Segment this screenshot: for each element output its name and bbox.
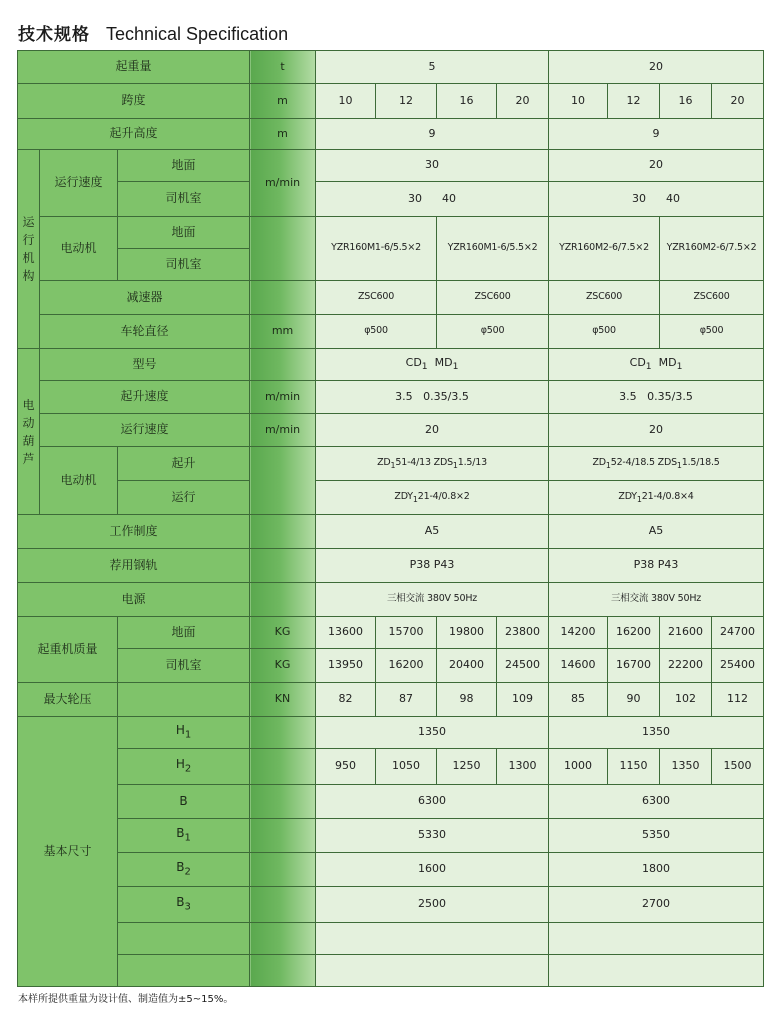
value-H2: 1150 [608, 749, 660, 785]
label-capacity: 起重量 [18, 51, 250, 84]
unit-reducer-blank [250, 281, 316, 315]
label-motor: 电动机 [40, 217, 118, 281]
unit-wheel: mm [250, 315, 316, 349]
label-max-wheel-load: 最大轮压 [18, 683, 118, 717]
value-wheel-load: 98 [437, 683, 497, 717]
row-lift-height [18, 119, 764, 150]
unit-capacity: t [250, 51, 316, 84]
label-mass-cabin: 司机室 [118, 649, 250, 683]
row-blank-2 [18, 955, 764, 987]
value-lift-height-2: 9 [549, 119, 764, 150]
label-duty: 工作制度 [18, 515, 250, 549]
value-span: 16 [660, 84, 712, 119]
label-power: 电源 [18, 583, 250, 617]
row-H2 [18, 749, 764, 785]
value-model-2: $CD_1$ $MD_1$ [549, 349, 764, 381]
unit-lift-height: m [250, 119, 316, 150]
value-wheel: φ500 [660, 315, 764, 349]
value-capacity-2: 20 [549, 51, 764, 84]
row-hoist-travel-speed [18, 414, 764, 447]
row-span [18, 84, 764, 119]
unit-blank [250, 955, 316, 987]
unit-hoist-speed: m/min [250, 381, 316, 414]
value-H2: 1050 [376, 749, 437, 785]
label-wheel-load-blank [118, 683, 250, 717]
value-mass: 16200 [608, 617, 660, 649]
label-H2: $H_2$ [118, 749, 250, 785]
row-hoist-motor-lift [18, 447, 764, 481]
value-motor: YZR160M2-6/7.5×2 [549, 217, 660, 281]
value-lift-height-1: 9 [316, 119, 549, 150]
value-duty-1: A5 [316, 515, 549, 549]
value-reducer: ZSC600 [437, 281, 549, 315]
row-max-wheel-load [18, 683, 764, 717]
unit-wheel-load: KN [250, 683, 316, 717]
unit-H1-blank [250, 717, 316, 749]
value-wheel-load: 112 [712, 683, 764, 717]
label-hoist-speed: 起升速度 [40, 381, 250, 414]
unit-B3-blank [250, 887, 316, 923]
value-wheel: φ500 [437, 315, 549, 349]
value-motor: YZR160M1-6/5.5×2 [437, 217, 549, 281]
label-wheel-diameter: 车轮直径 [40, 315, 250, 349]
row-B2 [18, 853, 764, 887]
row-reducer [18, 281, 764, 315]
label-blank [118, 955, 250, 987]
row-mass-ground [18, 617, 764, 649]
value-H2: 950 [316, 749, 376, 785]
value-blank [549, 923, 764, 955]
value-hoist-travel-motor-2: $ZDY_121-4/0.8\times 4$ [549, 481, 764, 515]
title-english: Technical Specification [106, 24, 289, 44]
label-cabin: 司机室 [118, 182, 250, 217]
label-span: 跨度 [18, 84, 250, 119]
value-hoist-travel-1: 20 [316, 414, 549, 447]
label-lift: 起升 [118, 447, 250, 481]
label-electric-hoist: 电动葫芦 [18, 349, 40, 515]
unit-mass-cabin: KG [250, 649, 316, 683]
unit-hoist-travel: m/min [250, 414, 316, 447]
value-span: 12 [376, 84, 437, 119]
value-reducer: ZSC600 [549, 281, 660, 315]
value-span: 10 [549, 84, 608, 119]
label-basic-dims: 基本尺寸 [18, 717, 118, 987]
row-travel-speed-ground [18, 150, 764, 182]
value-mass: 14600 [549, 649, 608, 683]
value-B2-1: 1600 [316, 853, 549, 887]
label-B: B [118, 785, 250, 819]
value-span: 12 [608, 84, 660, 119]
value-reducer: ZSC600 [316, 281, 437, 315]
value-mass: 14200 [549, 617, 608, 649]
value-mass: 22200 [660, 649, 712, 683]
value-span: 10 [316, 84, 376, 119]
label-B3: $B_3$ [118, 887, 250, 923]
value-span: 20 [712, 84, 764, 119]
row-wheel-diameter [18, 315, 764, 349]
label-hoist-motor: 电动机 [40, 447, 118, 515]
value-H1-2: 1350 [549, 717, 764, 749]
unit-H2-blank [250, 749, 316, 785]
value-power-2: 三相交流 380V 50Hz [549, 583, 764, 617]
value-H1-1: 1350 [316, 717, 549, 749]
label-travel-speed: 运行速度 [40, 150, 118, 217]
row-B [18, 785, 764, 819]
unit-mass-ground: KG [250, 617, 316, 649]
label-travel-mechanism: 运行机构 [18, 150, 40, 349]
value-model-1: $CD_1$ $MD_1$ [316, 349, 549, 381]
label-rail: 荐用钢轨 [18, 549, 250, 583]
label-B1: $B_1$ [118, 819, 250, 853]
value-travel-ground-2: 20 [549, 150, 764, 182]
unit-span: m [250, 84, 316, 119]
value-capacity-1: 5 [316, 51, 549, 84]
page-title [18, 20, 288, 44]
title-chinese: 技术规格 [18, 25, 90, 45]
value-travel-cabin-1: 30 40 [316, 182, 549, 217]
value-mass: 16200 [376, 649, 437, 683]
label-travel: 运行 [118, 481, 250, 515]
label-motor-ground: 地面 [118, 217, 250, 249]
unit-power-blank [250, 583, 316, 617]
row-rail [18, 549, 764, 583]
row-motor-ground [18, 217, 764, 249]
label-crane-mass: 起重机质量 [18, 617, 118, 683]
value-blank [316, 955, 549, 987]
spec-table [17, 50, 764, 987]
label-motor-cabin: 司机室 [118, 249, 250, 281]
value-travel-cabin-2: 30 40 [549, 182, 764, 217]
label-mass-ground: 地面 [118, 617, 250, 649]
value-B-1: 6300 [316, 785, 549, 819]
value-rail-1: P38 P43 [316, 549, 549, 583]
value-motor: YZR160M2-6/7.5×2 [660, 217, 764, 281]
value-mass: 24500 [497, 649, 549, 683]
label-model: 型号 [40, 349, 250, 381]
label-ground: 地面 [118, 150, 250, 182]
label-hoist-travel-speed: 运行速度 [40, 414, 250, 447]
value-wheel-load: 102 [660, 683, 712, 717]
value-travel-ground-1: 30 [316, 150, 549, 182]
value-wheel-load: 82 [316, 683, 376, 717]
value-power-1: 三相交流 380V 50Hz [316, 583, 549, 617]
row-B3 [18, 887, 764, 923]
value-motor: YZR160M1-6/5.5×2 [316, 217, 437, 281]
value-H2: 1350 [660, 749, 712, 785]
row-mass-cabin [18, 649, 764, 683]
value-hoist-lift-motor-2: $ZD_152-4/18.5$ $ZDS_11.5/18.5$ [549, 447, 764, 481]
value-H2: 1250 [437, 749, 497, 785]
row-capacity [18, 51, 764, 84]
value-hoist-travel-2: 20 [549, 414, 764, 447]
value-span: 16 [437, 84, 497, 119]
label-reducer: 减速器 [40, 281, 250, 315]
unit-blank [250, 923, 316, 955]
unit-B-blank [250, 785, 316, 819]
row-travel-speed-cabin [18, 182, 764, 217]
row-blank-1 [18, 923, 764, 955]
value-duty-2: A5 [549, 515, 764, 549]
value-wheel-load: 87 [376, 683, 437, 717]
value-wheel-load: 85 [549, 683, 608, 717]
value-B1-2: 5350 [549, 819, 764, 853]
row-H1 [18, 717, 764, 749]
unit-rail-blank [250, 549, 316, 583]
unit-motor-blank [250, 217, 316, 281]
value-hoist-travel-motor-1: $ZDY_121-4/0.8\times 2$ [316, 481, 549, 515]
row-B1 [18, 819, 764, 853]
value-mass: 13600 [316, 617, 376, 649]
unit-model-blank [250, 349, 316, 381]
value-mass: 21600 [660, 617, 712, 649]
label-blank [118, 923, 250, 955]
row-hoist-model [18, 349, 764, 381]
row-power [18, 583, 764, 617]
value-B-2: 6300 [549, 785, 764, 819]
value-wheel: φ500 [316, 315, 437, 349]
value-hoist-speed-2: 3.5 0.35/3.5 [549, 381, 764, 414]
value-B3-2: 2700 [549, 887, 764, 923]
unit-B2-blank [250, 853, 316, 887]
value-rail-2: P38 P43 [549, 549, 764, 583]
value-blank [316, 923, 549, 955]
value-wheel-load: 109 [497, 683, 549, 717]
value-hoist-speed-1: 3.5 0.35/3.5 [316, 381, 549, 414]
value-reducer: ZSC600 [660, 281, 764, 315]
value-span: 20 [497, 84, 549, 119]
row-duty [18, 515, 764, 549]
label-lift-height: 起升高度 [18, 119, 250, 150]
value-H2: 1500 [712, 749, 764, 785]
value-blank [549, 955, 764, 987]
value-B3-1: 2500 [316, 887, 549, 923]
value-mass: 25400 [712, 649, 764, 683]
unit-hoist-motor-blank [250, 447, 316, 515]
value-wheel: φ500 [549, 315, 660, 349]
value-H2: 1300 [497, 749, 549, 785]
value-B1-1: 5330 [316, 819, 549, 853]
row-hoist-speed [18, 381, 764, 414]
value-mass: 15700 [376, 617, 437, 649]
value-mass: 20400 [437, 649, 497, 683]
value-B2-2: 1800 [549, 853, 764, 887]
footnote: 本样所提供重量为设计值、制造值为±5~15%。 [18, 994, 234, 1005]
label-H1: $H_1$ [118, 717, 250, 749]
unit-travel-speed: m/min [250, 150, 316, 217]
value-hoist-lift-motor-1: $ZD_151-4/13$ $ZDS_11.5/13$ [316, 447, 549, 481]
unit-B1-blank [250, 819, 316, 853]
value-mass: 19800 [437, 617, 497, 649]
value-mass: 23800 [497, 617, 549, 649]
unit-duty-blank [250, 515, 316, 549]
value-wheel-load: 90 [608, 683, 660, 717]
value-mass: 16700 [608, 649, 660, 683]
label-B2: $B_2$ [118, 853, 250, 887]
value-mass: 24700 [712, 617, 764, 649]
value-mass: 13950 [316, 649, 376, 683]
row-hoist-motor-travel [18, 481, 764, 515]
value-H2: 1000 [549, 749, 608, 785]
